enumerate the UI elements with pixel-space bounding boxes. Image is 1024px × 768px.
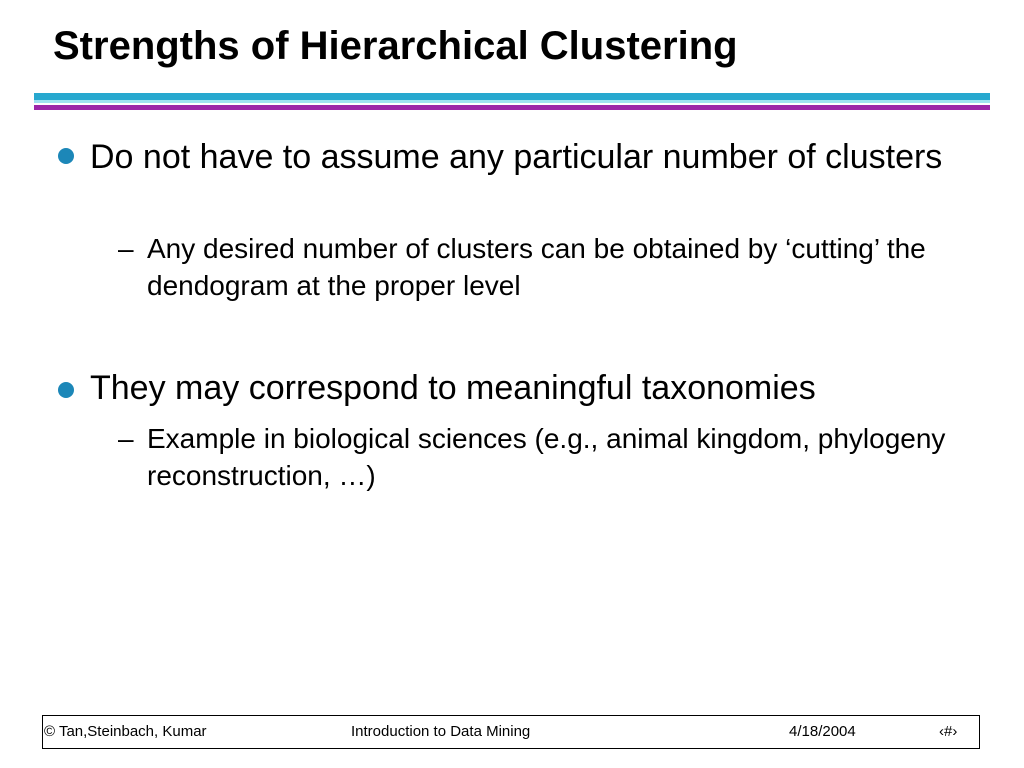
- title-divider-cyan: [34, 93, 990, 100]
- slide-title: Strengths of Hierarchical Clustering: [53, 24, 738, 68]
- dash-icon: –: [118, 233, 134, 264]
- bullet-dot-icon: [58, 382, 74, 398]
- sub-bullet-text: Any desired number of clusters can be obtained by ‘cutting’ the dendogram at the proper level: [147, 233, 926, 301]
- footer-course-title: Introduction to Data Mining: [351, 723, 531, 740]
- dash-icon: –: [118, 423, 134, 454]
- bullet-dot-icon: [58, 148, 74, 164]
- title-divider-light: [34, 100, 990, 103]
- sub-bullet-text: Example in biological sciences (e.g., animal kingdom, phylogeny reconstruction, …): [147, 423, 946, 491]
- title-divider-magenta: [34, 105, 990, 110]
- footer-page-number: ‹#›: [939, 723, 958, 740]
- bullet-text: They may correspond to meaningful taxonomies: [90, 369, 816, 407]
- footer-copyright: © Tan,Steinbach, Kumar: [44, 723, 207, 740]
- footer-date: 4/18/2004: [789, 723, 856, 740]
- bullet-text: Do not have to assume any particular number of clusters: [90, 138, 943, 176]
- slide-footer: [42, 715, 980, 749]
